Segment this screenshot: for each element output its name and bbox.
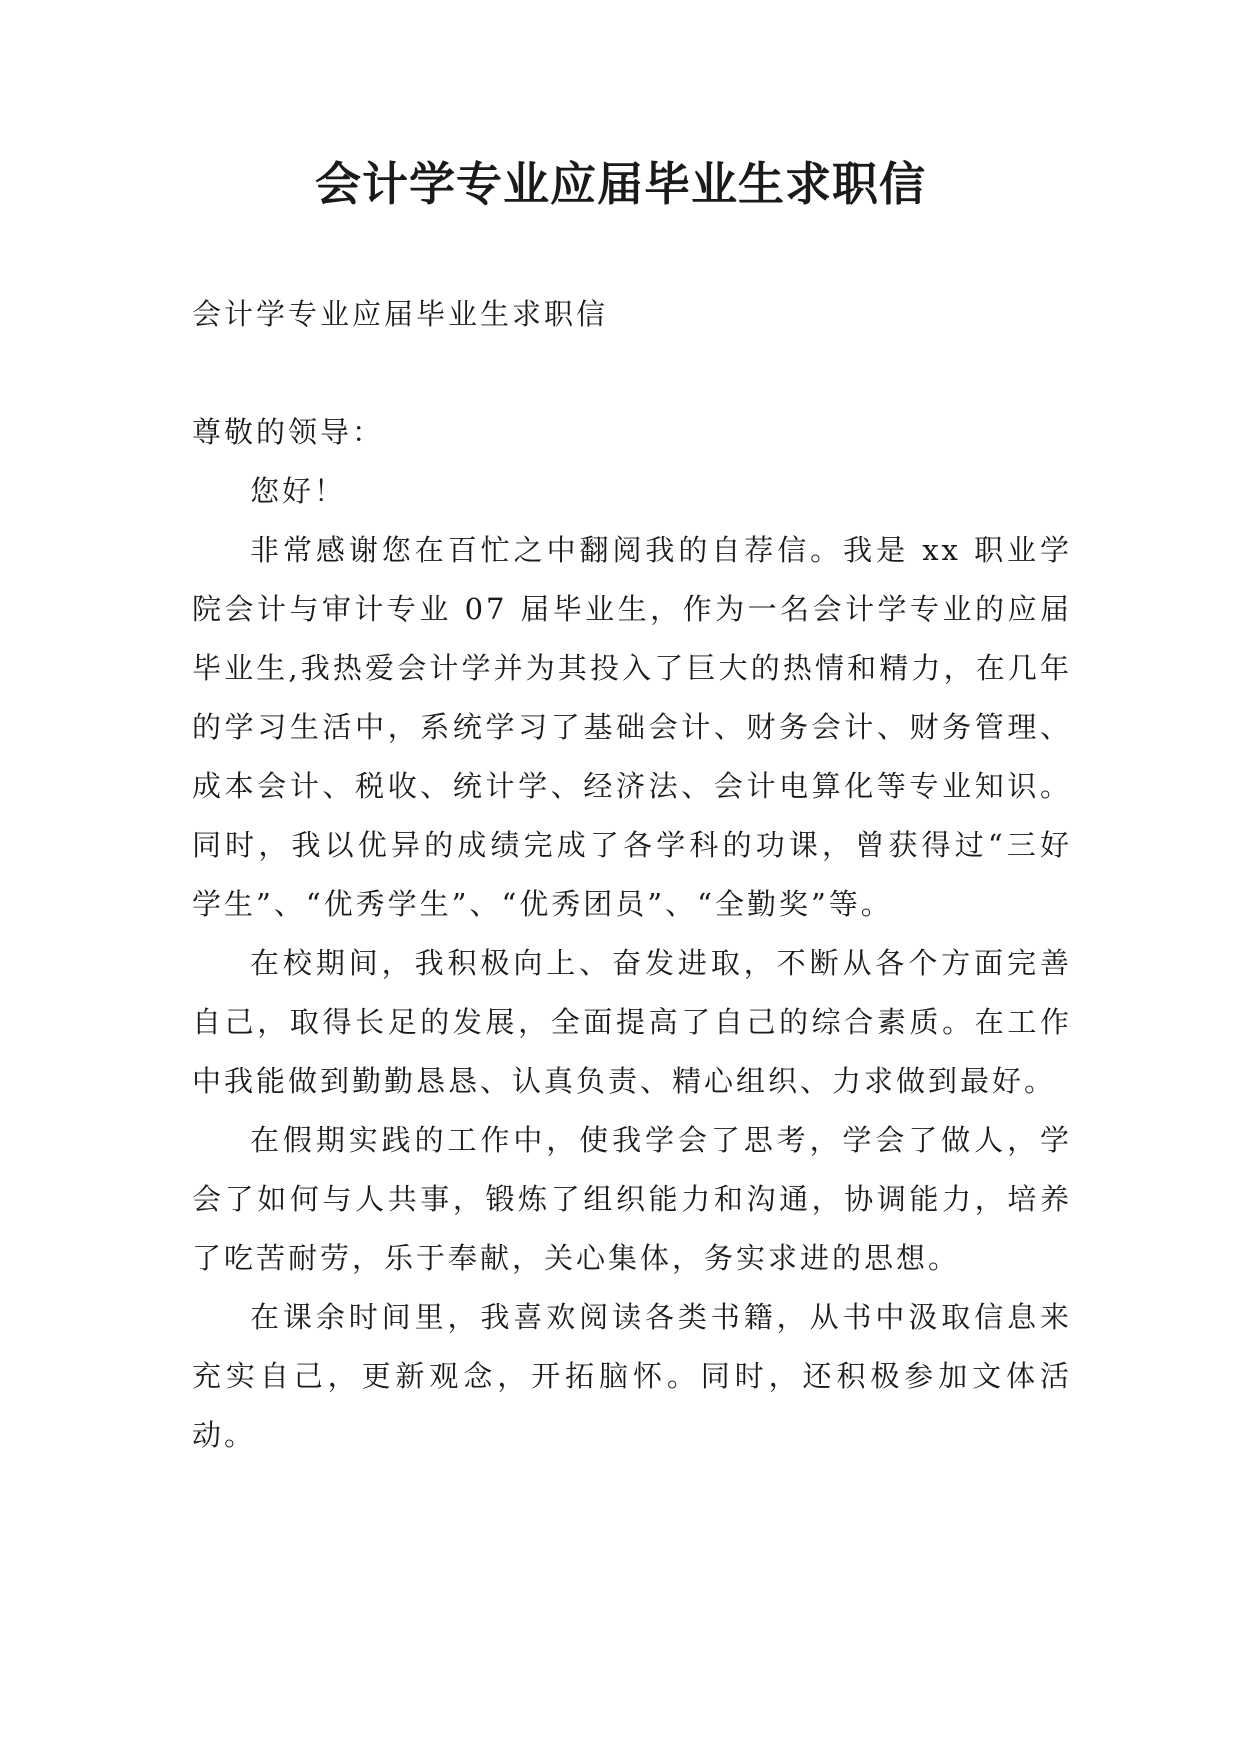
salutation: 尊敬的领导： bbox=[192, 415, 385, 449]
greeting: 您好！ bbox=[250, 474, 347, 508]
paragraph-school-period: 在校期间，我积极向上、奋发进取，不断从各个方面完善自己，取得长足的发展，全面提高了自己的综合素质。在工作中我能做到勤勤恳恳、认真负责、精心组织、力求做到最好。 bbox=[192, 946, 1072, 1098]
paragraph-introduction: 非常感谢您在百忙之中翻阅我的自荐信。我是 xx 职业学院会计与审计专业 07 届毕业生，作为一名会计学专业的应届毕业生,我热爱会计学并为其投入了巨大的热情和精力，在几年的学习生活中，系统学习了基础会计、财务会计、财务管理、成本会计、税收、统计学、经济法、会计电算化等专业知识。同时，我以优异的成绩完成了各学科的功课，曾获得过“三好学生”、“优秀学生”、“优秀团员”、“全勤奖”等。 bbox=[192, 533, 1072, 921]
paragraph-practice: 在假期实践的工作中，使我学会了思考，学会了做人，学会了如何与人共事，锻炼了组织能力和沟通，协调能力，培养了吃苦耐劳，乐于奉献，关心集体，务实求进的思想。 bbox=[192, 1123, 1072, 1275]
document-body bbox=[192, 285, 1072, 1465]
paragraph-spare-time: 在课余时间里，我喜欢阅读各类书籍，从书中汲取信息来充实自己，更新观念，开拓脑怀。同时，还积极参加文体活动。 bbox=[192, 1300, 1072, 1452]
document-subtitle: 会计学专业应届毕业生求职信 bbox=[192, 297, 609, 331]
document-title: 会计学专业应届毕业生求职信 bbox=[315, 157, 926, 211]
